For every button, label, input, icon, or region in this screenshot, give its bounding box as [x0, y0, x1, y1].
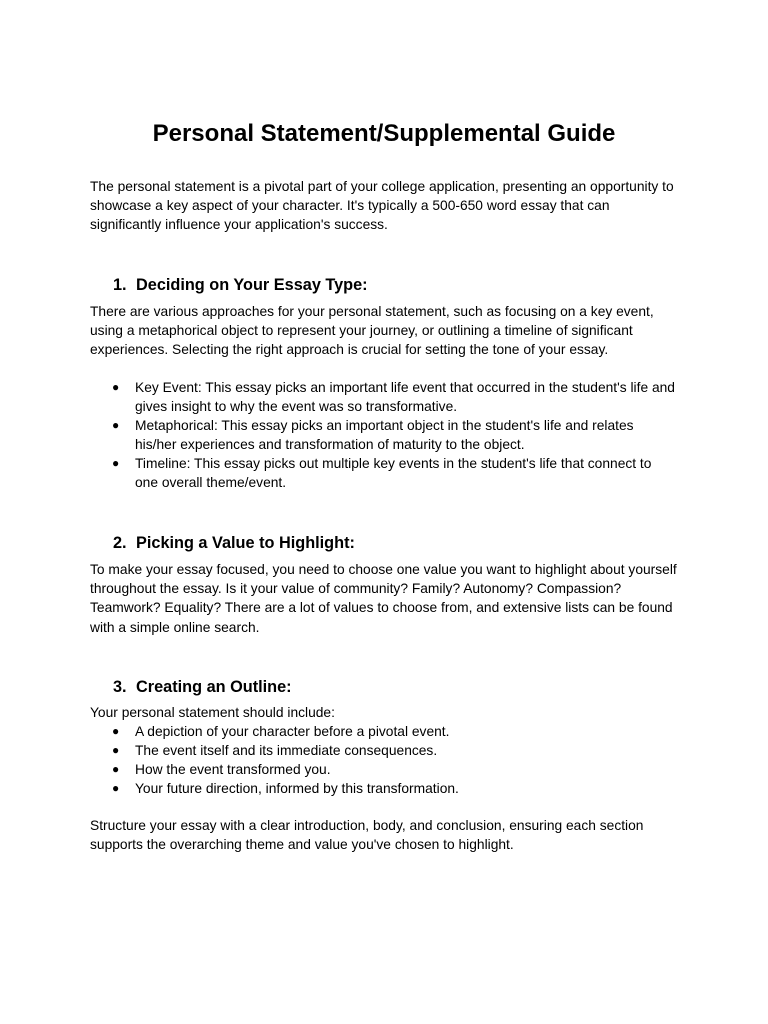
text-line: There are various approaches for your personal statement, such as focusing on a key event, — [90, 304, 654, 319]
text-line: one overall theme/event. — [135, 475, 287, 490]
text-line: using a metaphorical object to represent your journey, or outlining a timeline of significant — [90, 323, 633, 339]
section-number: 3. — [113, 678, 127, 696]
section-title: Picking a Value to Highlight: — [136, 534, 355, 552]
text-line: experiences. Selecting the right approach is crucial for setting the tone of your essay. — [90, 342, 609, 358]
text-line: Teamwork? Equality? There are a lot of values to choose from, and extensive lists can be found — [90, 600, 673, 616]
closing-paragraph — [90, 816, 690, 854]
text-line: Your personal statement should include: — [90, 705, 335, 720]
section-2-heading — [113, 532, 355, 554]
bullet-icon: ● — [112, 456, 120, 470]
text-line: The personal statement is a pivotal part of your college application, presenting an opportunity to — [90, 179, 674, 194]
text-line: supports the overarching theme and value you've chosen to highlight. — [90, 837, 514, 853]
section-1-heading — [113, 274, 368, 296]
text-line: Metaphorical: This essay picks an important object in the student's life and relates — [135, 418, 634, 433]
bullet-icon: ● — [112, 418, 120, 432]
bullet-icon: ● — [112, 781, 120, 795]
text-line: The event itself and its immediate consequences. — [135, 743, 438, 758]
section-number: 2. — [113, 534, 127, 552]
section-1-paragraph — [90, 302, 690, 360]
section-title: Deciding on Your Essay Type: — [136, 276, 368, 294]
text-line: gives insight to why the event was so transformative. — [135, 399, 458, 414]
bullet-icon: ● — [112, 762, 120, 776]
text-line: Key Event: This essay picks an important life event that occurred in the student's life and — [135, 380, 675, 395]
text-line: with a simple online search. — [90, 619, 260, 635]
bullet-icon: ● — [112, 380, 120, 394]
section-3-intro — [90, 703, 690, 722]
text-line: throughout the essay. Is it your value of community? Family? Autonomy? Compassion? — [90, 581, 622, 597]
list-item — [90, 722, 690, 741]
text-line: Structure your essay with a clear introduction, body, and conclusion, ensuring each section — [90, 818, 644, 833]
list-item — [90, 760, 690, 779]
text-line: How the event transformed you. — [135, 762, 331, 777]
list-item — [90, 779, 690, 798]
document-title: Personal Statement/Supplemental Guide — [152, 120, 616, 147]
text-line: To make your essay focused, you need to choose one value you want to highlight about yourself — [90, 562, 677, 577]
text-line: showcase a key aspect of your character. It's typically a 500-650 word essay that can — [90, 198, 610, 214]
section-3-heading — [113, 676, 292, 698]
section-2-paragraph — [90, 560, 690, 637]
bullet-icon: ● — [112, 724, 120, 738]
text-line: significantly influence your application's success. — [90, 217, 388, 233]
list-item — [90, 378, 690, 416]
text-line: Timeline: This essay picks out multiple key events in the student's life that connect to — [135, 456, 652, 471]
text-line: Your future direction, informed by this transformation. — [135, 781, 459, 796]
section-title: Creating an Outline: — [136, 678, 292, 696]
intro-paragraph — [90, 177, 690, 235]
text-line: A depiction of your character before a pivotal event. — [135, 724, 450, 739]
bullet-icon: ● — [112, 743, 120, 757]
list-item — [90, 416, 690, 454]
section-number: 1. — [113, 276, 127, 294]
list-item — [90, 741, 690, 760]
outline-list — [90, 722, 690, 798]
essay-type-list — [90, 378, 690, 492]
list-item — [90, 454, 690, 492]
text-line: his/her experiences and transformation of maturity to the object. — [135, 437, 525, 452]
